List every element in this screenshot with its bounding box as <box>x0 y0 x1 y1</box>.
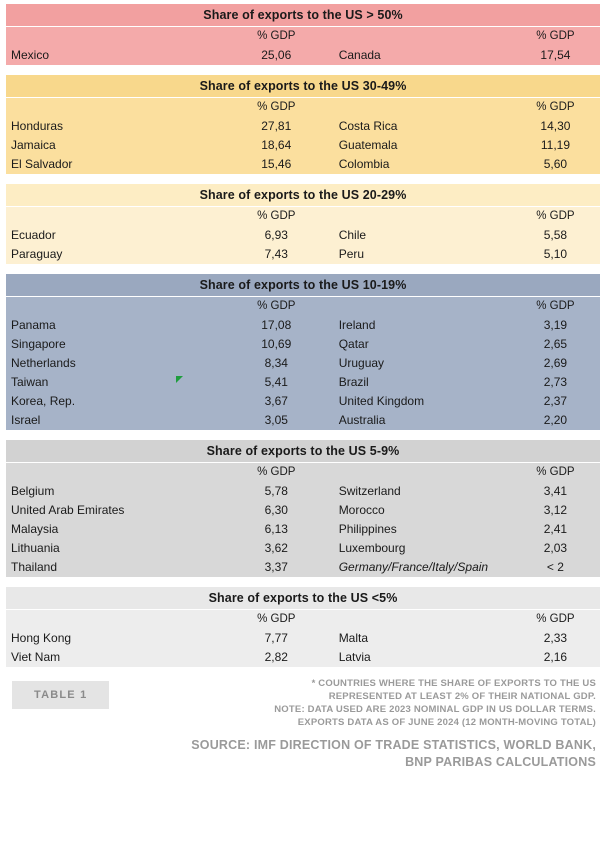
country-value: 8,34 <box>264 356 288 370</box>
country-name: Honduras <box>11 119 64 133</box>
gdp-header-left: % GDP <box>257 210 296 222</box>
table-subheader-row <box>6 463 600 482</box>
country-name: Latvia <box>338 650 371 664</box>
country-name: Peru <box>338 247 365 261</box>
country-value: 2,16 <box>543 650 568 664</box>
country-value: 17,54 <box>540 48 571 62</box>
country-value: 6,93 <box>264 228 288 242</box>
country-name: Jamaica <box>11 138 56 152</box>
footnote-line: * COUNTRIES WHERE THE SHARE OF EXPORTS TO THE US <box>311 678 596 689</box>
country-name: Brazil <box>338 375 369 389</box>
table-subheader-row <box>6 207 600 226</box>
country-name: Ecuador <box>11 228 56 242</box>
country-name: Israel <box>11 413 41 427</box>
country-value: 17,08 <box>261 318 292 332</box>
exports-block-under-5 <box>6 587 600 667</box>
country-value: 5,60 <box>543 157 568 171</box>
country-value: 3,37 <box>264 560 288 574</box>
country-name: Singapore <box>11 337 66 351</box>
data-table <box>6 463 600 577</box>
country-value: 3,12 <box>543 503 568 517</box>
table-row <box>6 520 600 539</box>
country-value: 14,30 <box>540 119 571 133</box>
spacer-cell <box>6 207 220 226</box>
country-value: 25,06 <box>261 48 292 62</box>
data-table <box>6 207 600 264</box>
footnote-line: EXPORTS DATA AS OF JUNE 2024 (12 MONTH-MOVING TOTAL) <box>297 717 596 728</box>
table-subheader-row <box>6 27 600 46</box>
country-value: 6,13 <box>264 522 288 536</box>
block-header: Share of exports to the US 20-29% <box>6 184 600 207</box>
table-row <box>6 245 600 264</box>
country-value: 2,41 <box>543 522 568 536</box>
table-row <box>6 558 600 577</box>
country-value: 2,33 <box>543 631 568 645</box>
footer <box>6 677 600 777</box>
table-row <box>6 629 600 648</box>
block-header: Share of exports to the US 5-9% <box>6 440 600 463</box>
data-table <box>6 610 600 667</box>
country-name: Thailand <box>11 560 58 574</box>
country-name: Hong Kong <box>11 631 72 645</box>
source-line: BNP PARIBAS CALCULATIONS <box>405 755 596 769</box>
table-row <box>6 411 600 430</box>
data-table <box>6 98 600 174</box>
country-value: 3,19 <box>543 318 568 332</box>
country-name: Panama <box>11 318 56 332</box>
data-table <box>6 27 600 65</box>
table-row <box>6 226 600 245</box>
country-name: Malta <box>338 631 369 645</box>
spacer-cell <box>333 98 511 117</box>
country-value: 5,10 <box>543 247 568 261</box>
table-subheader-row <box>6 297 600 316</box>
country-name: Australia <box>338 413 386 427</box>
country-value: 18,64 <box>261 138 292 152</box>
table-subheader-row <box>6 98 600 117</box>
data-table <box>6 297 600 430</box>
spacer-cell <box>333 463 511 482</box>
block-header: Share of exports to the US > 50% <box>6 4 600 27</box>
country-value: 2,65 <box>543 337 568 351</box>
spacer-cell <box>333 610 511 629</box>
country-value: 10,69 <box>261 337 292 351</box>
country-name: Germany/France/Italy/Spain <box>338 560 489 574</box>
country-name: Malaysia <box>11 522 59 536</box>
country-value: 15,46 <box>261 157 292 171</box>
table-row <box>6 155 600 174</box>
table-row <box>6 539 600 558</box>
country-value: 5,41 <box>264 375 288 389</box>
gdp-header-right: % GDP <box>536 466 575 478</box>
exports-block-over-50 <box>6 4 600 65</box>
table-row <box>6 501 600 520</box>
table-row <box>6 648 600 667</box>
table-row <box>6 392 600 411</box>
country-name: Ireland <box>338 318 376 332</box>
gdp-header-right: % GDP <box>536 210 575 222</box>
gdp-header-left: % GDP <box>257 30 296 42</box>
country-value: 2,03 <box>543 541 568 555</box>
block-header: Share of exports to the US 30-49% <box>6 75 600 98</box>
gdp-header-left: % GDP <box>257 466 296 478</box>
country-value: 3,41 <box>543 484 568 498</box>
exports-block-5-9 <box>6 440 600 577</box>
gdp-header-right: % GDP <box>536 613 575 625</box>
exports-block-10-19 <box>6 274 600 430</box>
source-line: SOURCE: IMF DIRECTION OF TRADE STATISTICS, WORLD BANK, <box>191 738 596 752</box>
mouse-cursor <box>176 376 183 383</box>
gdp-header-right: % GDP <box>536 30 575 42</box>
block-header: Share of exports to the US 10-19% <box>6 274 600 297</box>
country-value: 3,62 <box>264 541 288 555</box>
exports-block-20-29 <box>6 184 600 264</box>
country-value: 7,77 <box>264 631 288 645</box>
country-value: 6,30 <box>264 503 288 517</box>
gdp-header-right: % GDP <box>536 101 575 113</box>
country-name: Costa Rica <box>338 119 398 133</box>
country-value: 11,19 <box>540 138 570 152</box>
country-name: Paraguay <box>11 247 63 261</box>
country-name: Viet Nam <box>11 650 61 664</box>
country-name: Belgium <box>11 484 55 498</box>
spacer-cell <box>6 297 220 316</box>
country-name: Philippines <box>338 522 397 536</box>
table-row <box>6 482 600 501</box>
country-name: Chile <box>338 228 367 242</box>
table-tag: TABLE 1 <box>12 681 109 709</box>
table-row <box>6 117 600 136</box>
spacer-cell <box>333 297 511 316</box>
gdp-header-left: % GDP <box>257 101 296 113</box>
table-row <box>6 316 600 335</box>
country-name: Guatemala <box>338 138 398 152</box>
country-value: 3,67 <box>264 394 288 408</box>
footnote-line: REPRESENTED AT LEAST 2% OF THEIR NATIONAL GDP. <box>328 691 596 702</box>
country-value: 2,20 <box>543 413 568 427</box>
table-row <box>6 373 600 392</box>
country-value: 2,37 <box>543 394 568 408</box>
country-name: Morocco <box>338 503 385 517</box>
country-name: Luxembourg <box>338 541 406 555</box>
footnote-line: NOTE: DATA USED ARE 2023 NOMINAL GDP IN US DOLLAR TERMS. <box>274 704 596 715</box>
spacer-cell <box>6 27 220 46</box>
source-note <box>6 737 600 771</box>
gdp-header-left: % GDP <box>257 613 296 625</box>
country-name: Taiwan <box>11 375 49 389</box>
spacer-cell <box>333 207 511 226</box>
country-name: Lithuania <box>11 541 60 555</box>
country-value: 7,43 <box>264 247 288 261</box>
table-row <box>6 136 600 155</box>
country-value: < 2 <box>546 560 564 574</box>
country-name: El Salvador <box>11 157 73 171</box>
table-row <box>6 335 600 354</box>
country-value: 27,81 <box>261 119 292 133</box>
exports-block-30-49 <box>6 75 600 174</box>
country-name: United Kingdom <box>338 394 425 408</box>
country-value: 3,05 <box>264 413 288 427</box>
spacer-cell <box>6 463 220 482</box>
country-name: Mexico <box>11 48 50 62</box>
block-header: Share of exports to the US <5% <box>6 587 600 610</box>
country-value: 2,82 <box>264 650 288 664</box>
gdp-header-right: % GDP <box>536 300 575 312</box>
country-value: 2,73 <box>543 375 568 389</box>
table-row <box>6 46 600 65</box>
country-name: Uruguay <box>338 356 385 370</box>
country-name: United Arab Emirates <box>11 503 125 517</box>
table-row <box>6 354 600 373</box>
country-name: Switzerland <box>338 484 401 498</box>
country-value: 2,69 <box>543 356 568 370</box>
spacer-cell <box>6 98 220 117</box>
country-name: Colombia <box>338 157 390 171</box>
country-value: 5,58 <box>543 228 568 242</box>
country-name: Qatar <box>338 337 369 351</box>
country-name: Korea, Rep. <box>11 394 76 408</box>
gdp-header-left: % GDP <box>257 300 296 312</box>
country-name: Netherlands <box>11 356 76 370</box>
spacer-cell <box>6 610 220 629</box>
country-value: 5,78 <box>264 484 288 498</box>
spacer-cell <box>333 27 511 46</box>
country-name: Canada <box>338 48 381 62</box>
table-subheader-row <box>6 610 600 629</box>
